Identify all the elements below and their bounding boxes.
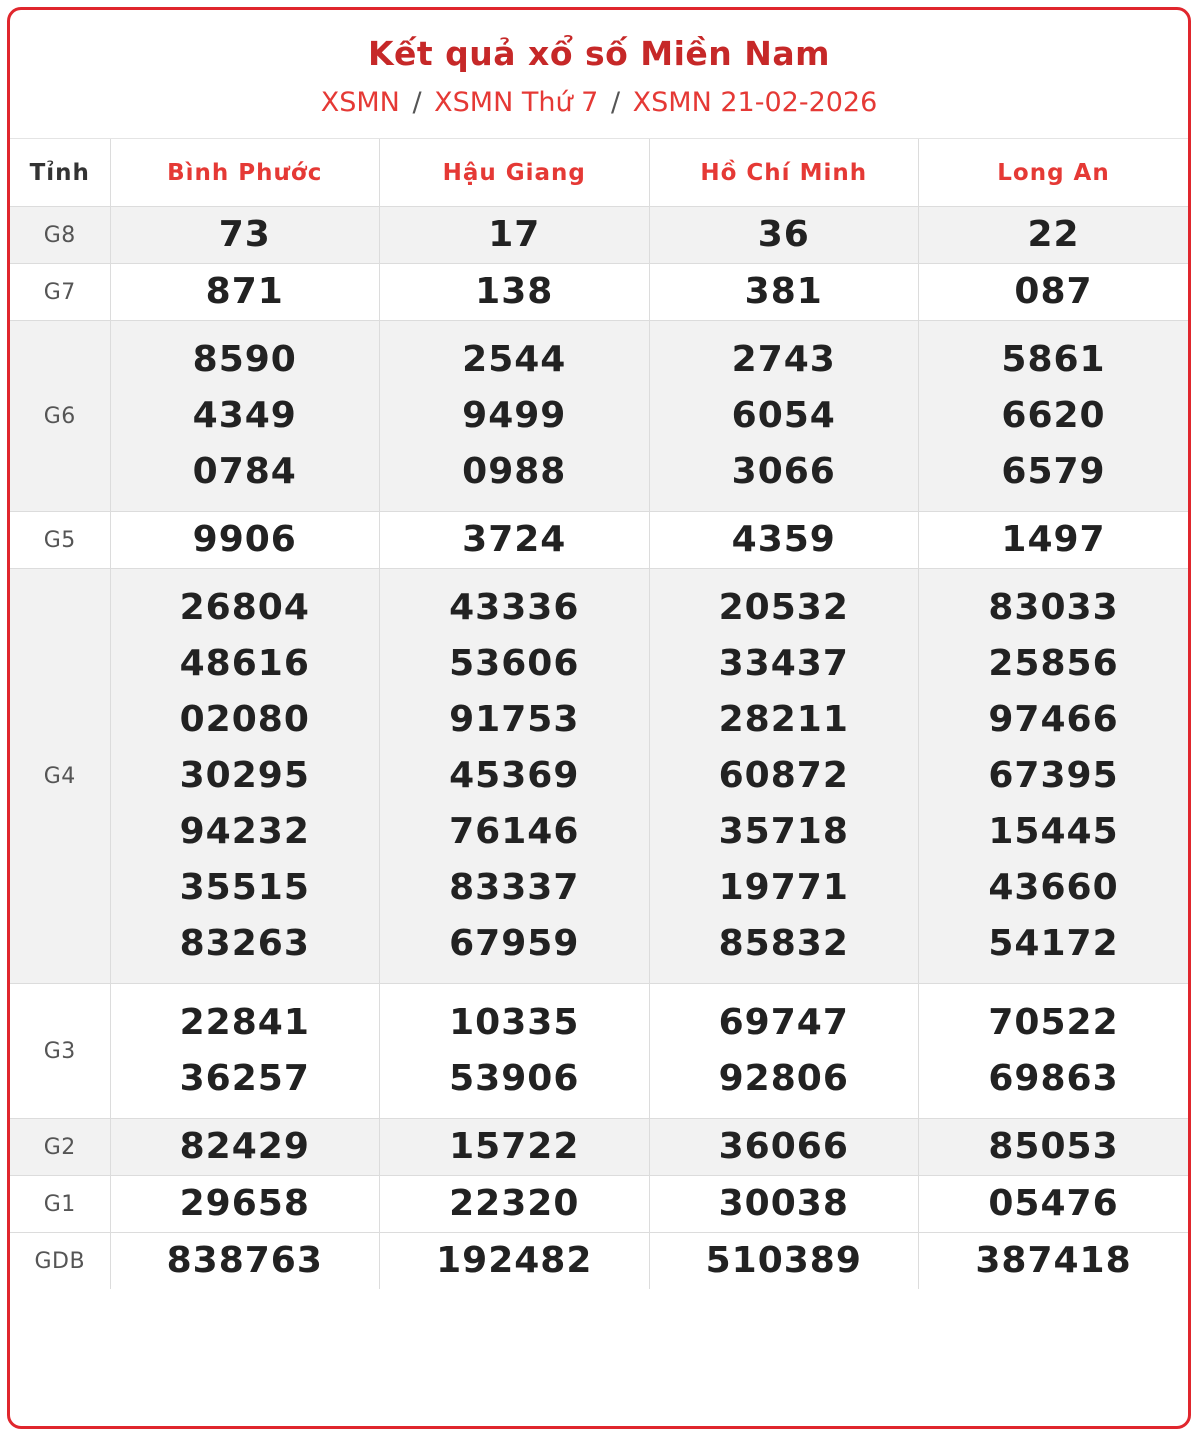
prize-number: 9906 (192, 519, 297, 560)
prize-number: 97466 (988, 699, 1119, 740)
results-card (7, 7, 1191, 1429)
prize-cell (649, 512, 919, 569)
prize-cell (380, 984, 650, 1119)
prize-cell (380, 1119, 650, 1176)
prize-number: 54172 (988, 923, 1119, 964)
prize-cell (110, 512, 380, 569)
prize-number: 381 (744, 271, 823, 312)
prize-number: 36 (757, 214, 810, 255)
prize-number: 53906 (449, 1058, 580, 1099)
prize-cell (649, 1233, 919, 1290)
prize-cell (919, 1119, 1189, 1176)
prize-number: 29658 (179, 1183, 310, 1224)
prize-number: 35718 (718, 811, 849, 852)
prize-number: 43336 (449, 587, 580, 628)
prize-cell (919, 321, 1189, 512)
prize-number: 4349 (192, 395, 297, 436)
prize-number: 6620 (1001, 395, 1106, 436)
prize-number: 94232 (179, 811, 310, 852)
prize-number: 02080 (179, 699, 310, 740)
prize-number: 73 (218, 214, 271, 255)
prize-cell (649, 1119, 919, 1176)
prize-row-g3 (10, 984, 1188, 1119)
prize-cell (380, 321, 650, 512)
prize-number: 83033 (988, 587, 1119, 628)
province-header-binh-phuoc[interactable]: Bình Phước (110, 139, 380, 207)
province-header-ho-chi-minh[interactable]: Hồ Chí Minh (649, 139, 919, 207)
prize-cell (110, 1176, 380, 1233)
prize-number: 83337 (449, 867, 580, 908)
table-header-row (10, 139, 1188, 207)
prize-cell (380, 512, 650, 569)
breadcrumb-link-xsmn[interactable]: XSMN (320, 87, 400, 118)
prize-cell (919, 1176, 1189, 1233)
prize-number: 82429 (179, 1126, 310, 1167)
prize-cell (649, 207, 919, 264)
breadcrumb-separator: / (412, 87, 422, 118)
prize-number: 3066 (731, 451, 836, 492)
prize-number: 15445 (988, 811, 1119, 852)
prize-cell (649, 984, 919, 1119)
special-prize-number: 192482 (436, 1240, 593, 1281)
prize-cell (919, 984, 1189, 1119)
prize-number: 0988 (462, 451, 567, 492)
prize-number: 60872 (718, 755, 849, 796)
prize-number: 83263 (179, 923, 310, 964)
prize-cell (110, 207, 380, 264)
prize-row-g6 (10, 321, 1188, 512)
prize-row-g8 (10, 207, 1188, 264)
prize-cell (380, 1233, 650, 1290)
prize-number: 22320 (449, 1183, 580, 1224)
prize-label: G7 (10, 264, 110, 321)
prize-number: 3724 (462, 519, 567, 560)
breadcrumb-separator: / (610, 87, 621, 118)
prize-number: 92806 (718, 1058, 849, 1099)
prize-number: 19771 (718, 867, 849, 908)
prize-number: 30295 (179, 755, 310, 796)
prize-number: 05476 (988, 1183, 1119, 1224)
prize-number: 20532 (718, 587, 849, 628)
prize-number: 138 (475, 271, 554, 312)
prize-row-g4 (10, 569, 1188, 984)
prize-cell (380, 569, 650, 984)
prize-number: 33437 (718, 643, 849, 684)
prize-cell (919, 207, 1189, 264)
prize-number: 10335 (449, 1002, 580, 1043)
province-header-long-an[interactable]: Long An (919, 139, 1189, 207)
results-header (10, 10, 1188, 139)
prize-number: 9499 (462, 395, 567, 436)
prize-cell (380, 1176, 650, 1233)
prize-number: 17 (488, 214, 541, 255)
prize-cell (110, 1119, 380, 1176)
prize-number: 5861 (1001, 339, 1106, 380)
prize-number: 087 (1014, 271, 1093, 312)
prize-number: 76146 (449, 811, 580, 852)
prize-number: 36066 (718, 1126, 849, 1167)
special-prize-number: 838763 (166, 1240, 323, 1281)
prize-number: 6579 (1001, 451, 1106, 492)
prize-number: 22841 (179, 1002, 310, 1043)
prize-number: 2743 (731, 339, 836, 380)
prize-cell (110, 321, 380, 512)
prize-cell (110, 1233, 380, 1290)
prize-cell (649, 569, 919, 984)
page-title: Kết quả xổ số Miền Nam (367, 34, 831, 73)
breadcrumb-link-xsmn-date[interactable]: XSMN 21-02-2026 (632, 87, 878, 118)
prize-number: 45369 (449, 755, 580, 796)
prize-row-gdb (10, 1233, 1188, 1290)
prize-label: G5 (10, 512, 110, 569)
prize-cell (110, 264, 380, 321)
prize-number: 26804 (179, 587, 310, 628)
prize-number: 36257 (179, 1058, 310, 1099)
prize-cell (919, 264, 1189, 321)
prize-row-g1 (10, 1176, 1188, 1233)
prize-number: 70522 (988, 1002, 1119, 1043)
prize-cell (649, 1176, 919, 1233)
prize-cell (919, 569, 1189, 984)
prize-number: 43660 (988, 867, 1119, 908)
prize-number: 4359 (731, 519, 836, 560)
prize-number: 85832 (718, 923, 849, 964)
prize-cell (649, 321, 919, 512)
prize-cell (380, 207, 650, 264)
prize-label: G1 (10, 1176, 110, 1233)
prize-number: 35515 (179, 867, 310, 908)
prize-number: 2544 (462, 339, 567, 380)
prize-number: 8590 (192, 339, 297, 380)
prize-number: 53606 (449, 643, 580, 684)
prize-cell (919, 1233, 1189, 1290)
prize-number: 30038 (718, 1183, 849, 1224)
breadcrumb-link-xsmn-thu-7[interactable]: XSMN Thứ 7 (434, 87, 599, 118)
prize-number: 67395 (988, 755, 1119, 796)
prize-cell (110, 984, 380, 1119)
prize-number: 6054 (731, 395, 836, 436)
results-body (10, 207, 1188, 1290)
prize-number: 91753 (449, 699, 580, 740)
special-prize-number: 510389 (705, 1240, 862, 1281)
province-header-hau-giang[interactable]: Hậu Giang (380, 139, 650, 207)
prize-label: G2 (10, 1119, 110, 1176)
prize-cell (649, 264, 919, 321)
results-table (10, 139, 1188, 1289)
prize-number: 1497 (1001, 519, 1106, 560)
prize-cell (110, 569, 380, 984)
prize-number: 25856 (988, 643, 1119, 684)
prize-row-g2 (10, 1119, 1188, 1176)
prize-row-g5 (10, 512, 1188, 569)
prize-label: G3 (10, 984, 110, 1119)
prize-cell (380, 264, 650, 321)
prize-number: 15722 (449, 1126, 580, 1167)
prize-cell (919, 512, 1189, 569)
prize-row-g7 (10, 264, 1188, 321)
prize-number: 28211 (718, 699, 849, 740)
breadcrumb (10, 87, 1188, 118)
prize-label: G8 (10, 207, 110, 264)
prize-label: GDB (10, 1233, 110, 1290)
prize-number: 69747 (718, 1002, 849, 1043)
prize-number: 22 (1027, 214, 1080, 255)
prize-label: G4 (10, 569, 110, 984)
prize-number: 0784 (192, 451, 297, 492)
special-prize-number: 387418 (975, 1240, 1132, 1281)
prize-label: G6 (10, 321, 110, 512)
prize-number: 48616 (179, 643, 310, 684)
prize-number: 69863 (988, 1058, 1119, 1099)
prize-number: 85053 (988, 1126, 1119, 1167)
province-column-header: Tỉnh (10, 139, 110, 207)
prize-number: 871 (205, 271, 284, 312)
prize-number: 67959 (449, 923, 580, 964)
